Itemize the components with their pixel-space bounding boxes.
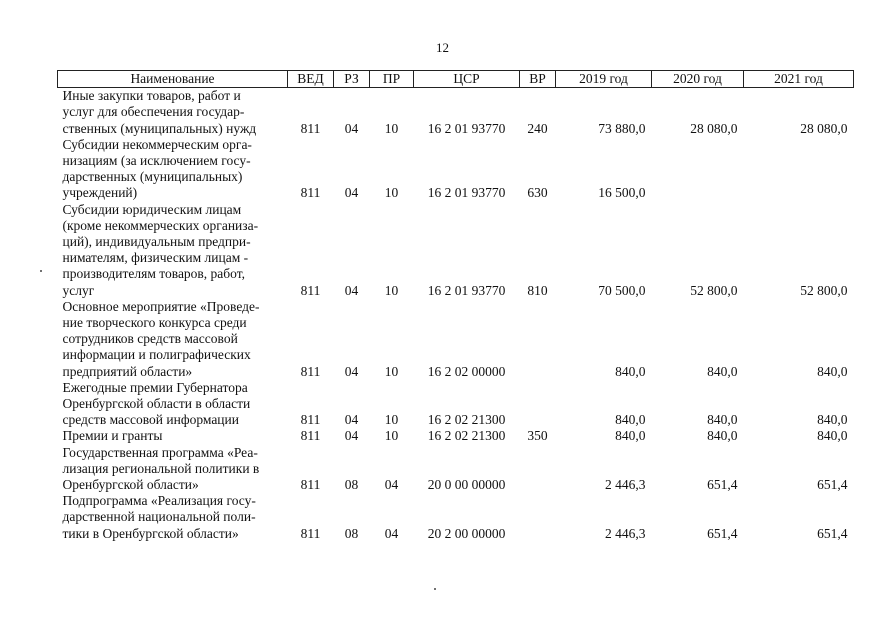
row-2021: 28 080,0: [800, 120, 848, 136]
row-name: Иные закупки товаров, работ и услуг для обеспечения государ- ственных (муниципальных) нужд: [62, 88, 257, 136]
table-row: [58, 299, 854, 380]
table-row: [58, 137, 854, 202]
row-ved: 811: [300, 120, 321, 136]
row-ved: 811: [300, 477, 321, 493]
table-row: [58, 445, 854, 494]
row-2019: 73 880,0: [598, 120, 646, 136]
row-2019: 70 500,0: [598, 282, 646, 298]
row-2019: 2 446,3: [605, 525, 646, 541]
row-2020: 840,0: [707, 412, 738, 428]
row-vr: [520, 445, 556, 494]
row-csr: 16 2 02 21300: [427, 428, 506, 444]
row-2020: 52 800,0: [690, 282, 738, 298]
row-vr: 240: [527, 120, 548, 136]
row-name: Государственная программа «Реа- лизация региональной политики в Оренбургской области»: [62, 444, 260, 493]
row-2021: 651,4: [817, 477, 848, 493]
header-name: Наименование: [58, 71, 288, 88]
row-name: Подпрограмма «Реализация госу- дарственной национальной поли- тики в Оренбургской области»: [62, 493, 256, 541]
row-ved: 811: [300, 363, 321, 379]
table-row: [58, 380, 854, 429]
row-csr: 16 2 01 93770: [427, 120, 506, 136]
header-2019: 2019 год: [556, 71, 652, 88]
row-csr: 16 2 01 93770: [427, 185, 506, 201]
row-2020: 840,0: [707, 428, 738, 444]
row-name: Премии и гранты: [62, 428, 163, 444]
header-pr: ПР: [370, 71, 414, 88]
row-csr: 20 0 00 00000: [427, 477, 506, 493]
row-ved: 811: [300, 185, 321, 201]
row-pr: 10: [384, 412, 399, 428]
row-name: Субсидии некоммерческим орга- низациям (за исключением госу- дарственных (муниципальных) учреждений): [62, 136, 252, 201]
page-number: 12: [436, 40, 449, 55]
budget-table: [57, 70, 854, 542]
table-row: [58, 493, 854, 542]
row-2019: 2 446,3: [605, 477, 646, 493]
row-2021: 840,0: [817, 428, 848, 444]
row-pr: 10: [384, 428, 399, 444]
row-2020: [652, 137, 744, 202]
row-rz: 08: [344, 525, 359, 541]
row-pr: 04: [384, 477, 399, 493]
row-pr: 10: [384, 363, 399, 379]
row-pr: 10: [384, 120, 399, 136]
row-rz: 04: [344, 363, 359, 379]
row-rz: 08: [344, 477, 359, 493]
row-2021: 840,0: [817, 363, 848, 379]
row-vr: [520, 493, 556, 542]
row-csr: 16 2 02 21300: [427, 412, 506, 428]
row-2019: 840,0: [615, 412, 646, 428]
row-2020: 840,0: [707, 363, 738, 379]
scan-speck: [434, 588, 436, 590]
row-rz: 04: [344, 428, 359, 444]
row-2021: [744, 137, 854, 202]
row-2019: 840,0: [615, 363, 646, 379]
header-2021: 2021 год: [744, 71, 854, 88]
row-2021: 651,4: [817, 525, 848, 541]
header-2020: 2020 год: [652, 71, 744, 88]
row-pr: 10: [384, 185, 399, 201]
row-csr: 20 2 00 00000: [427, 525, 506, 541]
row-2020: 651,4: [707, 525, 738, 541]
table-row: [58, 428, 854, 444]
table-header-row: [58, 71, 854, 88]
header-vr: ВР: [520, 71, 556, 88]
row-vr: 630: [527, 185, 548, 201]
row-vr: [520, 380, 556, 429]
row-2020: 651,4: [707, 477, 738, 493]
row-name: Субсидии юридическим лицам (кроме некоммерческих организа- ций), индивидуальным предпри- нимателям, физическим лицам - производителям товаров, работ, услуг: [62, 201, 259, 298]
row-ved: 811: [300, 525, 321, 541]
row-csr: 16 2 01 93770: [427, 282, 506, 298]
row-vr: [520, 299, 556, 380]
row-csr: 16 2 02 00000: [427, 363, 506, 379]
table-row: [58, 88, 854, 137]
header-csr: ЦСР: [414, 71, 520, 88]
row-2019: 840,0: [615, 428, 646, 444]
row-ved: 811: [300, 412, 321, 428]
row-vr: 350: [527, 428, 548, 444]
header-ved: ВЕД: [288, 71, 334, 88]
header-rz: РЗ: [334, 71, 370, 88]
row-2019: 16 500,0: [598, 185, 646, 201]
row-2021: 52 800,0: [800, 282, 848, 298]
row-rz: 04: [344, 282, 359, 298]
row-rz: 04: [344, 120, 359, 136]
row-vr: 810: [527, 282, 548, 298]
row-rz: 04: [344, 185, 359, 201]
row-ved: 811: [300, 428, 321, 444]
row-name: Ежегодные премии Губернатора Оренбургской области в области средств массовой информации: [62, 379, 251, 428]
row-pr: 04: [384, 525, 399, 541]
row-2020: 28 080,0: [690, 120, 738, 136]
scan-speck: [40, 270, 42, 272]
row-pr: 10: [384, 282, 399, 298]
row-2021: 840,0: [817, 412, 848, 428]
row-ved: 811: [300, 282, 321, 298]
row-name: Основное мероприятие «Проведе- ние творческого конкурса среди сотрудников средств массовой информации и полиграфических предприятий области»: [62, 298, 260, 379]
row-rz: 04: [344, 412, 359, 428]
table-row: [58, 202, 854, 299]
